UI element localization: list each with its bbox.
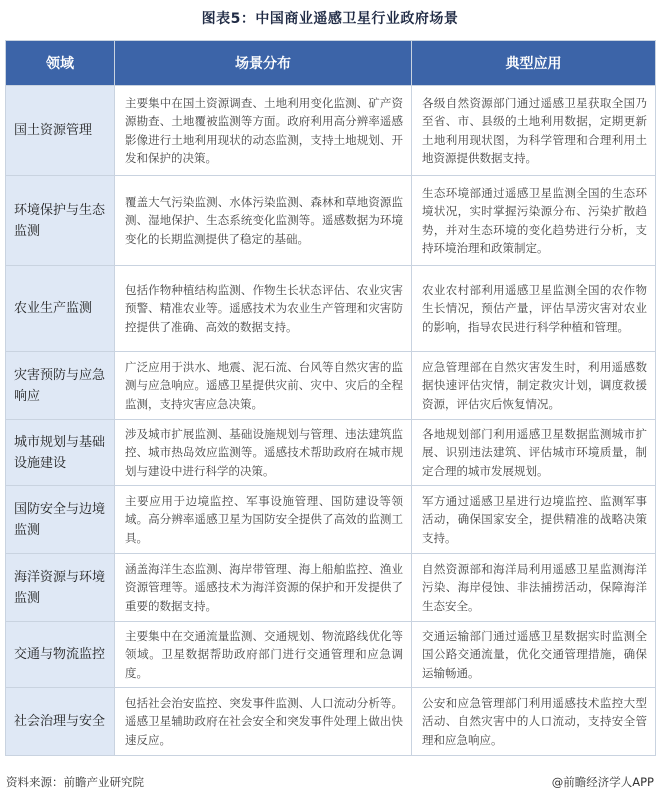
header-domain: 领域: [6, 41, 115, 86]
scene-cell: 包括社会治安监控、突发事件监测、人口流动分析等。遥感卫星辅助政府在社会安全和突发事件处理上做出快速反应。: [115, 688, 412, 756]
domain-cell: 海洋资源与环境监测: [6, 554, 115, 622]
scene-cell: 涵盖海洋生态监测、海岸带管理、海上船舶监控、渔业资源管理等。遥感技术为海洋资源的保护和开发提供了重要的数据支持。: [115, 554, 412, 622]
application-cell: 各地规划部门利用遥感卫星数据监测城市扩展、识别违法建筑、评估城市环境质量，制定合理的城市发展规划。: [412, 420, 656, 486]
table-row: [6, 352, 656, 420]
scene-cell: 包括作物种植结构监测、作物生长状态评估、农业灾害预警、精准农业等。遥感技术为农业生产管理和灾害防控提供了准确、高效的数据支持。: [115, 266, 412, 352]
domain-cell: 灾害预防与应急响应: [6, 352, 115, 420]
table-row: [6, 688, 656, 756]
domain-cell: 国土资源管理: [6, 86, 115, 176]
table-row: [6, 420, 656, 486]
scene-cell: 覆盖大气污染监测、水体污染监测、森林和草地资源监测、湿地保护、生态系统变化监测等。遥感数据为环境变化的长期监测提供了稳定的基础。: [115, 176, 412, 266]
government-scenarios-table: [5, 40, 656, 756]
domain-cell: 社会治理与安全: [6, 688, 115, 756]
table-row: [6, 176, 656, 266]
table-row: [6, 554, 656, 622]
application-cell: 军方通过遥感卫星进行边境监控、监测军事活动，确保国家安全，提供精准的战略决策支持。: [412, 486, 656, 554]
domain-cell: 国防安全与边境监测: [6, 486, 115, 554]
table-header-row: [6, 41, 656, 86]
domain-cell: 交通与物流监控: [6, 622, 115, 688]
application-cell: 自然资源部和海洋局利用遥感卫星监测海洋污染、海岸侵蚀、非法捕捞活动，保障海洋生态安全。: [412, 554, 656, 622]
scene-cell: 主要集中在交通流量监测、交通规划、物流路线优化等领域。卫星数据帮助政府部门进行交通管理和应急调度。: [115, 622, 412, 688]
scene-cell: 主要集中在国土资源调查、土地利用变化监测、矿产资源勘查、土地覆被监测等方面。政府利用高分辨率遥感影像进行土地利用现状的动态监测，支持土地规划、开发和保护的决策。: [115, 86, 412, 176]
table-row: [6, 622, 656, 688]
domain-cell: 农业生产监测: [6, 266, 115, 352]
application-cell: 生态环境部通过遥感卫星监测全国的生态环境状况，实时掌握污染源分布、污染扩散趋势，并对生态环境的变化趋势进行分析，支持环境治理和政策制定。: [412, 176, 656, 266]
figure-title: 图表5：中国商业遥感卫星行业政府场景: [201, 11, 459, 27]
application-cell: 交通运输部门通过遥感卫星数据实时监测全国公路交通流量，优化交通管理措施，确保运输畅通。: [412, 622, 656, 688]
scene-cell: 主要应用于边境监控、军事设施管理、国防建设等领域。高分辨率遥感卫星为国防安全提供了高效的监测工具。: [115, 486, 412, 554]
application-cell: 农业农村部利用遥感卫星监测全国的农作物生长情况，预估产量，评估旱涝灾害对农业的影响，指导农民进行科学种植和管理。: [412, 266, 656, 352]
application-cell: 公安和应急管理部门利用遥感技术监控大型活动、自然灾害中的人口流动，支持安全管理和应急响应。: [412, 688, 656, 756]
scene-cell: 涉及城市扩展监测、基础设施规划与管理、违法建筑监控、城市热岛效应监测等。遥感技术帮助政府在城市规划与建设中进行科学的决策。: [115, 420, 412, 486]
table-row: [6, 86, 656, 176]
header-application: 典型应用: [412, 41, 656, 86]
application-cell: 应急管理部在自然灾害发生时，利用遥感数据快速评估灾情，制定救灾计划，调度救援资源，评估灾后恢复情况。: [412, 352, 656, 420]
brand-credit: @前瞻经济学人APP: [551, 775, 654, 789]
domain-cell: 环境保护与生态监测: [6, 176, 115, 266]
header-scene: 场景分布: [115, 41, 412, 86]
table-row: [6, 486, 656, 554]
source-note: 资料来源：前瞻产业研究院: [6, 775, 144, 789]
scene-cell: 广泛应用于洪水、地震、泥石流、台风等自然灾害的监测与应急响应。遥感卫星提供灾前、灾中、灾后的全程监测，支持灾害应急决策。: [115, 352, 412, 420]
domain-cell: 城市规划与基础设施建设: [6, 420, 115, 486]
application-cell: 各级自然资源部门通过遥感卫星获取全国乃至省、市、县级的土地利用数据，定期更新土地利用现状图，为科学管理和合理利用土地资源提供数据支持。: [412, 86, 656, 176]
table-row: [6, 266, 656, 352]
